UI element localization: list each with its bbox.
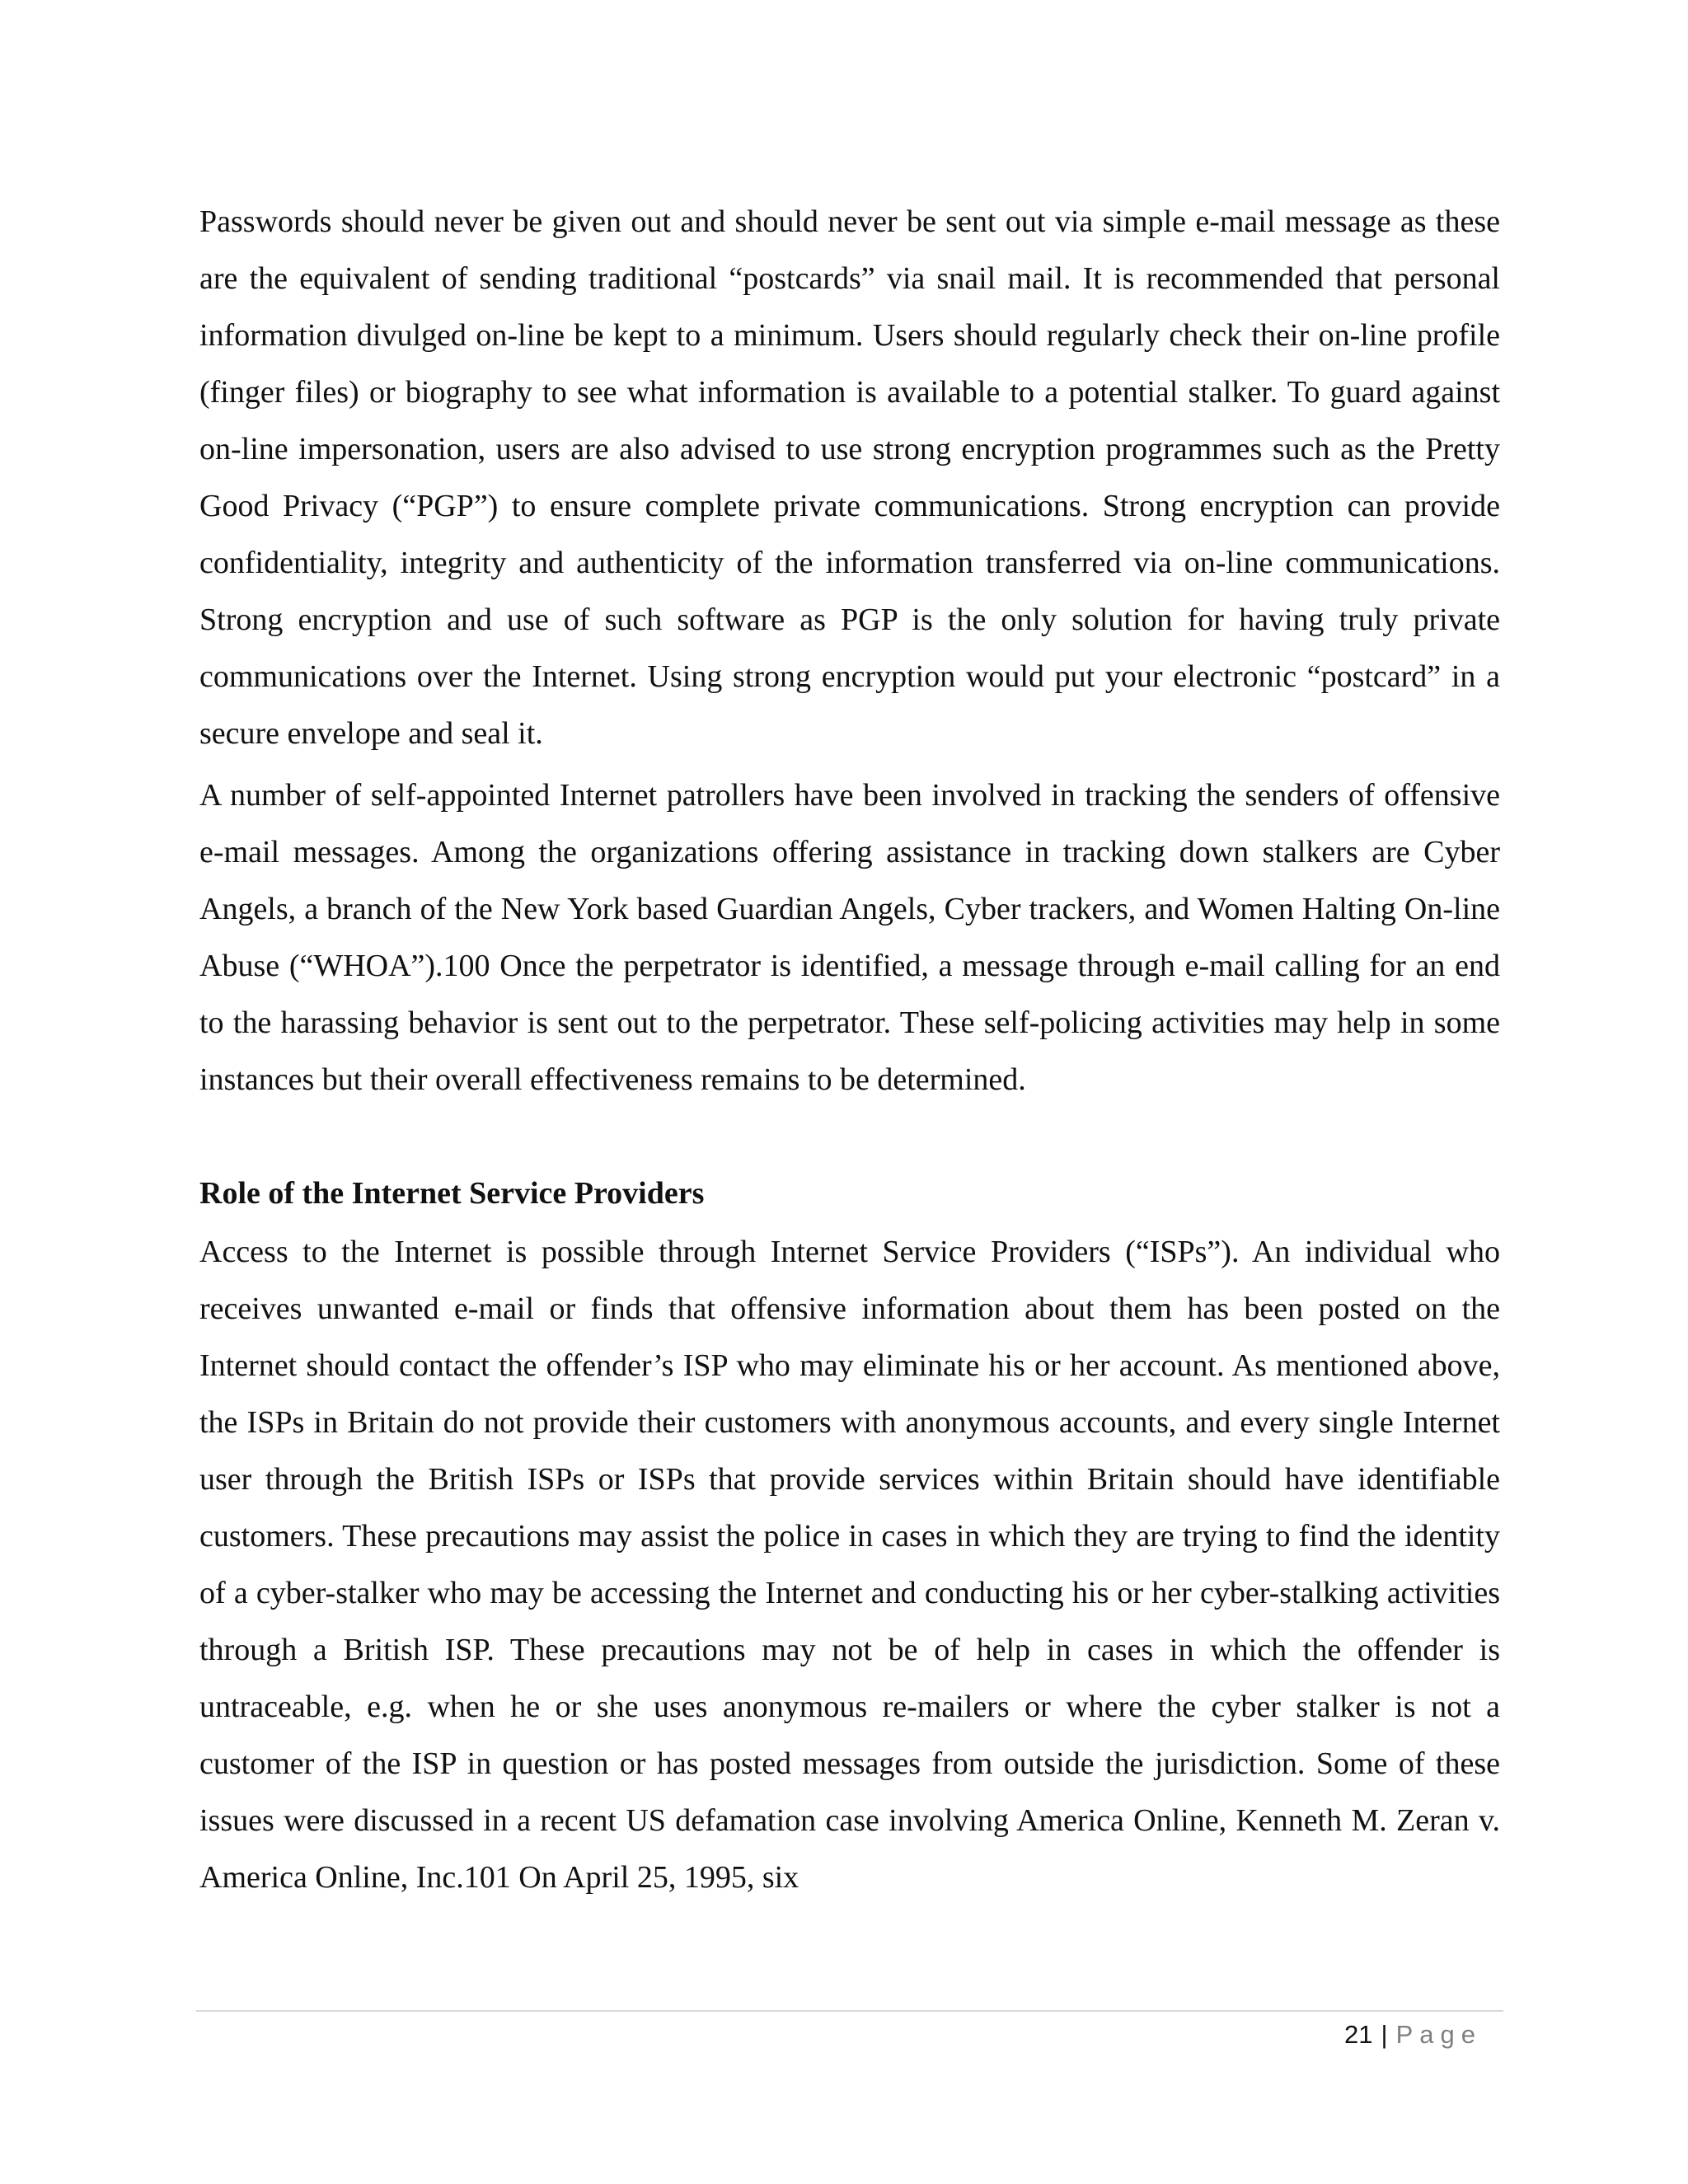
footer-divider bbox=[196, 2010, 1503, 2012]
page-number: 21 bbox=[1344, 2020, 1373, 2049]
footer-separator: | bbox=[1381, 2020, 1388, 2049]
page-label: Page bbox=[1395, 2020, 1482, 2049]
paragraph-passwords: Passwords should never be given out and should never be sent out via simple e-mail message as these are the equivalent of sending traditional “postcards” via snail mail. It is recommended that personal information divulged on-line be kept to a minimum. Users should regularly check their on-line profile (finger files) or biography to see what information is available to a potential stalker. To guard against on-line impersonation, users are also advised to use strong encryption programmes such as the Pretty Good Privacy (“PGP”) to ensure complete private communications. Strong encryption can provide confidentiality, integrity and authenticity of the information transferred via on-line communications. Strong encryption and use of such software as PGP is the only solution for having truly private communications over the Internet. Using strong encryption would put your electronic “postcard” in a secure envelope and seal it. bbox=[199, 204, 1500, 751]
paragraph-isp-role: Access to the Internet is possible through Internet Service Providers (“ISPs”). An individual who receives unwanted e-mail or finds that offensive information about them has been posted on the Internet should contact the offender’s ISP who may eliminate his or her account. As mentioned above, the ISPs in Britain do not provide their customers with anonymous accounts, and every single Internet user through the British ISPs or ISPs that provide services within Britain should have identifiable customers. These precautions may assist the police in cases in which they are trying to find the identity of a cyber-stalker who may be accessing the Internet and conducting his or her cyber-stalking activities through a British ISP. These precautions may not be of help in cases in which the offender is untraceable, e.g. when he or she uses anonymous re-mailers or where the cyber stalker is not a customer of the ISP in question or has posted messages from outside the jurisdiction. Some of these issues were discussed in a recent US defamation case involving America Online, Kenneth M. Zeran v. America Online, Inc.101 On April 25, 1995, six bbox=[199, 1235, 1500, 1895]
page-footer bbox=[1344, 2016, 1482, 2054]
section-heading: Role of the Internet Service Providers bbox=[199, 1176, 705, 1211]
paragraph-internet-patrollers: A number of self-appointed Internet patrollers have been involved in tracking the senders of offensive e-mail messages. Among the organizations offering assistance in tracking down stalkers are Cyber Angels, a branch of the New York based Guardian Angels, Cyber trackers, and Women Halting On-line Abuse (“WHOA”).100 Once the perpetrator is identified, a message through e-mail calling for an end to the harassing behavior is sent out to the perpetrator. These self-policing activities may help in some instances but their overall effectiveness remains to be determined. bbox=[199, 778, 1500, 1097]
page-body bbox=[199, 194, 1500, 1906]
